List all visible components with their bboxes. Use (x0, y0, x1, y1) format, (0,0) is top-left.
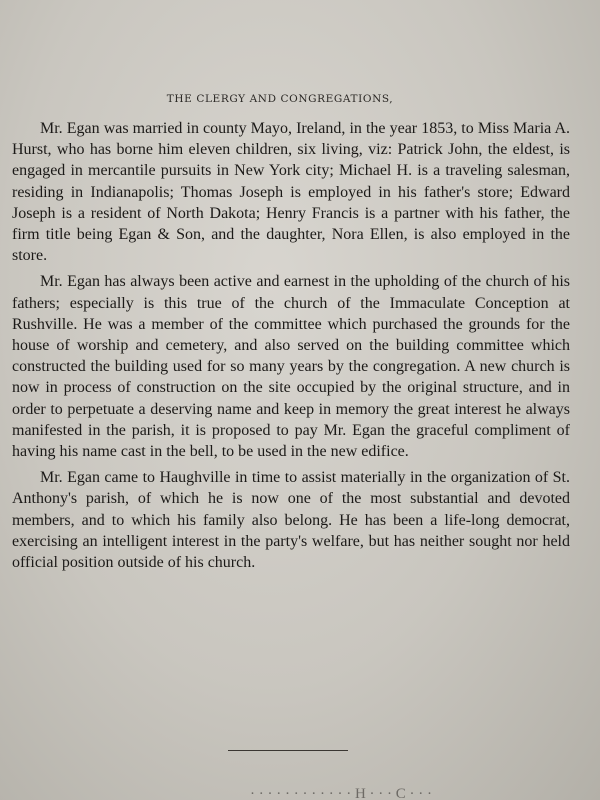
paragraph-family: Mr. Egan was married in county Mayo, Ireland, in the year 1853, to Miss Maria A. Hurst, who has borne him eleven children, six living, viz: Patrick John, the eldest, is engaged in mercantile pursuits in New York city; Michael H. is a traveling salesman, residing in Indianapolis; Thomas Joseph is employed in his father's store; Edward Joseph is a resident of North Dakota; Henry Francis is a partner with his father, the firm title being Egan & Son, and the daughter, Nora Ellen, is also employed in the store. (12, 120, 570, 265)
paragraph-haughville: Mr. Egan came to Haughville in time to assist materially in the organization of St. Anthony's parish, of which he is now one of the most substantial and devoted members, and to which his family also belong. He has been a life-long democrat, exercising an intelligent interest in the party's welfare, but has neither sought nor held official position outside of his church. (12, 469, 570, 572)
paragraph-church-service: Mr. Egan has always been active and earnest in the upholding of the church of his fathers; especially is this true of the church of the Immaculate Conception at Rushville. He was a member of the committee which purchased the grounds for the house of worship and cemetery, and also served on the building committee which constructed the building used for so many years by the congregation. A new church is now in process of construction on the site occupied by the original structure, and in order to perpetuate a deserving name and keep in memory the great interest he always manifested in the parish, it is proposed to pay Mr. Egan the graceful compliment of having his name cast in the bell, to be used in the new edifice. (12, 273, 570, 461)
section-divider-rule (228, 750, 348, 751)
body-text (12, 118, 570, 578)
running-head-title: THE CLERGY AND CONGREGATIONS, (166, 93, 394, 105)
cut-off-next-line: · · · · · · · · · · · · H · · · C · · · (250, 786, 432, 800)
